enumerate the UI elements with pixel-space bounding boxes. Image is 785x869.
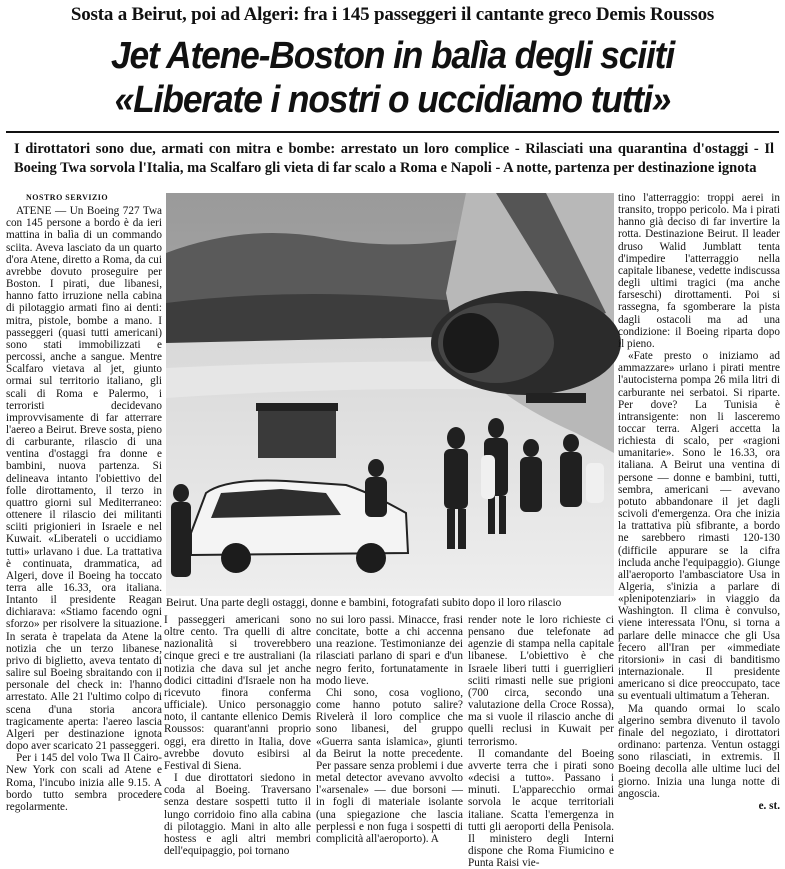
news-photo xyxy=(166,193,614,596)
photo-caption: Beirut. Una parte degli ostaggi, donne e bambini, fotografati subito dopo il loro rilascio xyxy=(166,597,562,609)
column-4 xyxy=(468,614,614,869)
paragraph: ATENE — Un Boeing 727 Twa con 145 persone a bordo è da ieri mattina in balìa di un commando sciita. Aveva lasciato da un quarto d'ora Atene, diretto a Roma, da cui avrebbe dovuto proseguire per Boston. I pirati, due libanesi, hanno fatto irruzione nella cabina di pilotaggio armati fino ai denti: mitra, pistole, bombe a mano. I passeggeri (quasi tutti americani) sono stati immobilizzati e percossi, anche a sangue. Mentre Scalfaro vietava al jet, giunto ormai sul territorio italiano, gli scali di Roma e Palermo, i terroristi decidevano improvvisamente di far atterrare l'aereo a Beirut. Breve sosta, pieno di carburante, rilascio di una ventina d'ostaggi fra donne e bambini, nuova partenza. Si delineava intanto l'obiettivo del folle dirottamento, il terzo in quattro giorni sul Mediterraneo: ottenere il rilascio dei militanti sciiti prigionieri in Israele e nel Kuwait. «Liberateli o uccidiamo tutti» urlavano i due. La trattativa è continuata, drammatica, ad Algeri, dove il Boeing ha toccato terra alle 16.33, ora italiana. Intanto il presidente Reagan dichiarava: «Stiamo facendo ogni sforzo» per risolvere la situazione. In serata è trapelata da Atene la notizia che un terzo libanese, privo di biglietto, aveva tentato di salire sul Boeing sbraitando con il personale del check in: l'hanno arrestato. Alle 21 l'ultimo colpo di scena d'una storia ancora tragicamente aperta: l'aereo lascia Algeri per destinazione ignota dopo aver scaricato 21 passeggeri. xyxy=(6,205,162,753)
paragraph: I passeggeri americani sono oltre cento. Tra quelli di altre nazionalità si troverebbero cinque greci e tre australiani (la notizia che dava sul jet anche dodici cittadini d'Israele non ha ricevuto finora conferma ufficiale). Unico personaggio noto, il cantante ellenico Demis Roussos: quarant'anni proprio oggi, era diretto in Italia, dove avrebbe dovuto esibirsi al Festival di Siena. xyxy=(164,614,311,772)
paragraph: Ma quando ormai lo scalo algerino sembra divenuto il tavolo finale del negoziato, i dirottatori ordinano: partenza. Ventun ostaggi sono rilasciati, in extremis. Il Boeing decolla alle ultime luci del giorno. Inizia una lunga notte di angoscia. xyxy=(618,702,780,800)
column-2 xyxy=(164,614,311,857)
headline-rule xyxy=(6,131,779,133)
signature: e. st. xyxy=(758,799,780,812)
headline-line-1: Jet Atene-Boston in balìa degli sciiti xyxy=(110,35,675,77)
paragraph: I due dirottatori siedono in coda al Boeing. Traversano senza destare sospetti tutto il lungo corridoio fino alla cabina di pilotaggio. Mani in alto alle hostess e agli altri membri dell'equipaggio, poi tornano xyxy=(164,772,311,857)
paragraph: «Fate presto o iniziamo ad ammazzare» urlano i pirati mentre l'autocisterna pompa 26 mila litri di carburante nei serbatoi. Si riparte. Per dove? La Tunisia è intransigente: non li lasceremo toccar terra. Algeri accetta la richiesta di scalo, per «ragioni umanitarie». Sono le 16.33, ora italiana. A Beirut una ventina di persone — donne e bambini, tutti, sembra, americani — avevano potuto abbandonare il jet dagli scivoli d'emergenza. Ora che inizia la trattativa più sfibrante, a bordo ne sarebbero rimasti 120-130 (difficile appurare se la cifra includa anche l'equipaggio). Giunge all'aeroporto l'ambasciatore Usa in Algeria, s'inizia a parlare di «plenipotenziari» in viaggio da Washington. Il clima è convulso, viene interessata l'Onu, si torna a parlare delle minacce che gli Usa fecero all'Iran per «immediate ritorsioni» in casi di banditismo internazionale. Il presidente americano si dice preoccupato, tace su eventuali ultimatum a Teheran. xyxy=(618,350,780,703)
headline-line-2: «Liberate i nostri o uccidiamo tutti» xyxy=(114,79,671,121)
paragraph: Per i 145 del volo Twa Il Cairo-New York con scali ad Atene e Roma, l'incubo inizia alle 9.15. A bordo tutto sembra procedere regolarmente. xyxy=(6,752,162,813)
paragraph: tino l'atterraggio: troppi aerei in transito, troppo pericolo. Ma i pirati hanno già deciso di far invertire la rotta. Destinazione Beirut. Il leader druso Walid Jumblatt tenta d'impedire l'atterraggio nella capitale libanese, vedette indiscussa degli ultimi tragici (ma anche farseschi) dirottamenti. Poi si rassegna, fa sgomberare la pista dagli ostacoli ma ad una condizione: il Boeing riparta dopo il pieno. xyxy=(618,192,780,350)
paragraph: no sui loro passi. Minacce, frasi concitate, botte a chi accenna una reazione. Testimonianze dei rilasciati parlano di spari e d'un negro ferito, fortunatamente in modo lieve. xyxy=(316,614,463,687)
column-3 xyxy=(316,614,463,852)
summary: I dirottatori sono due, armati con mitra e bombe: arrestato un loro complice - Rilasciati una quarantina d'ostaggi - Il Boeing Twa sorvola l'Italia, ma Scalfaro gli vieta di far scalo a Roma e Napoli - A notte, partenza per destinazione ignota xyxy=(14,141,774,176)
kicker: Sosta a Beirut, poi ad Algeri: fra i 145 passeggeri il cantante greco Demis Roussos xyxy=(70,4,715,25)
photo-illustration xyxy=(166,193,614,596)
paragraph: Chi sono, cosa vogliono, come hanno potuto salire? Rivelerà il loro complice che sono libanesi, del gruppo «Guerra santa islamica», giunti da Beirut la notte precedente. Per passare senza problemi i due metal detector avevano avvolto l'«arsenale» — due borsoni — in fogli di materiale isolante (una spiegazione che lascia perplessi e non fuga i sospetti di complicità all'aeroporto). A xyxy=(316,686,463,845)
byline: NOSTRO SERVIZIO xyxy=(26,193,109,202)
column-1 xyxy=(6,192,162,852)
column-5 xyxy=(618,192,780,852)
paragraph: render note le loro richieste ci pensano due telefonate ad agenzie di stampa nella capitale libanese. L'obiettivo è che Israele liberi tutti i guerriglieri sciiti rimasti nelle sue prigioni (700 circa, secondo una valutazione della Croce Rossa), ma si vuole il rilascio anche di quelli reclusi in Kuwait per terrorismo. xyxy=(468,614,614,748)
paragraph: Il comandante del Boeing avverte terra che i pirati sono «decisi a tutto». Passano i minuti. L'apparecchio ormai sorvola le acque territoriali italiane. Scatta l'emergenza in tutti gli aeroporti della Penisola. Il ministero degli Interni dispone che Roma Fiumicino e Punta Raisi vie- xyxy=(468,747,614,869)
